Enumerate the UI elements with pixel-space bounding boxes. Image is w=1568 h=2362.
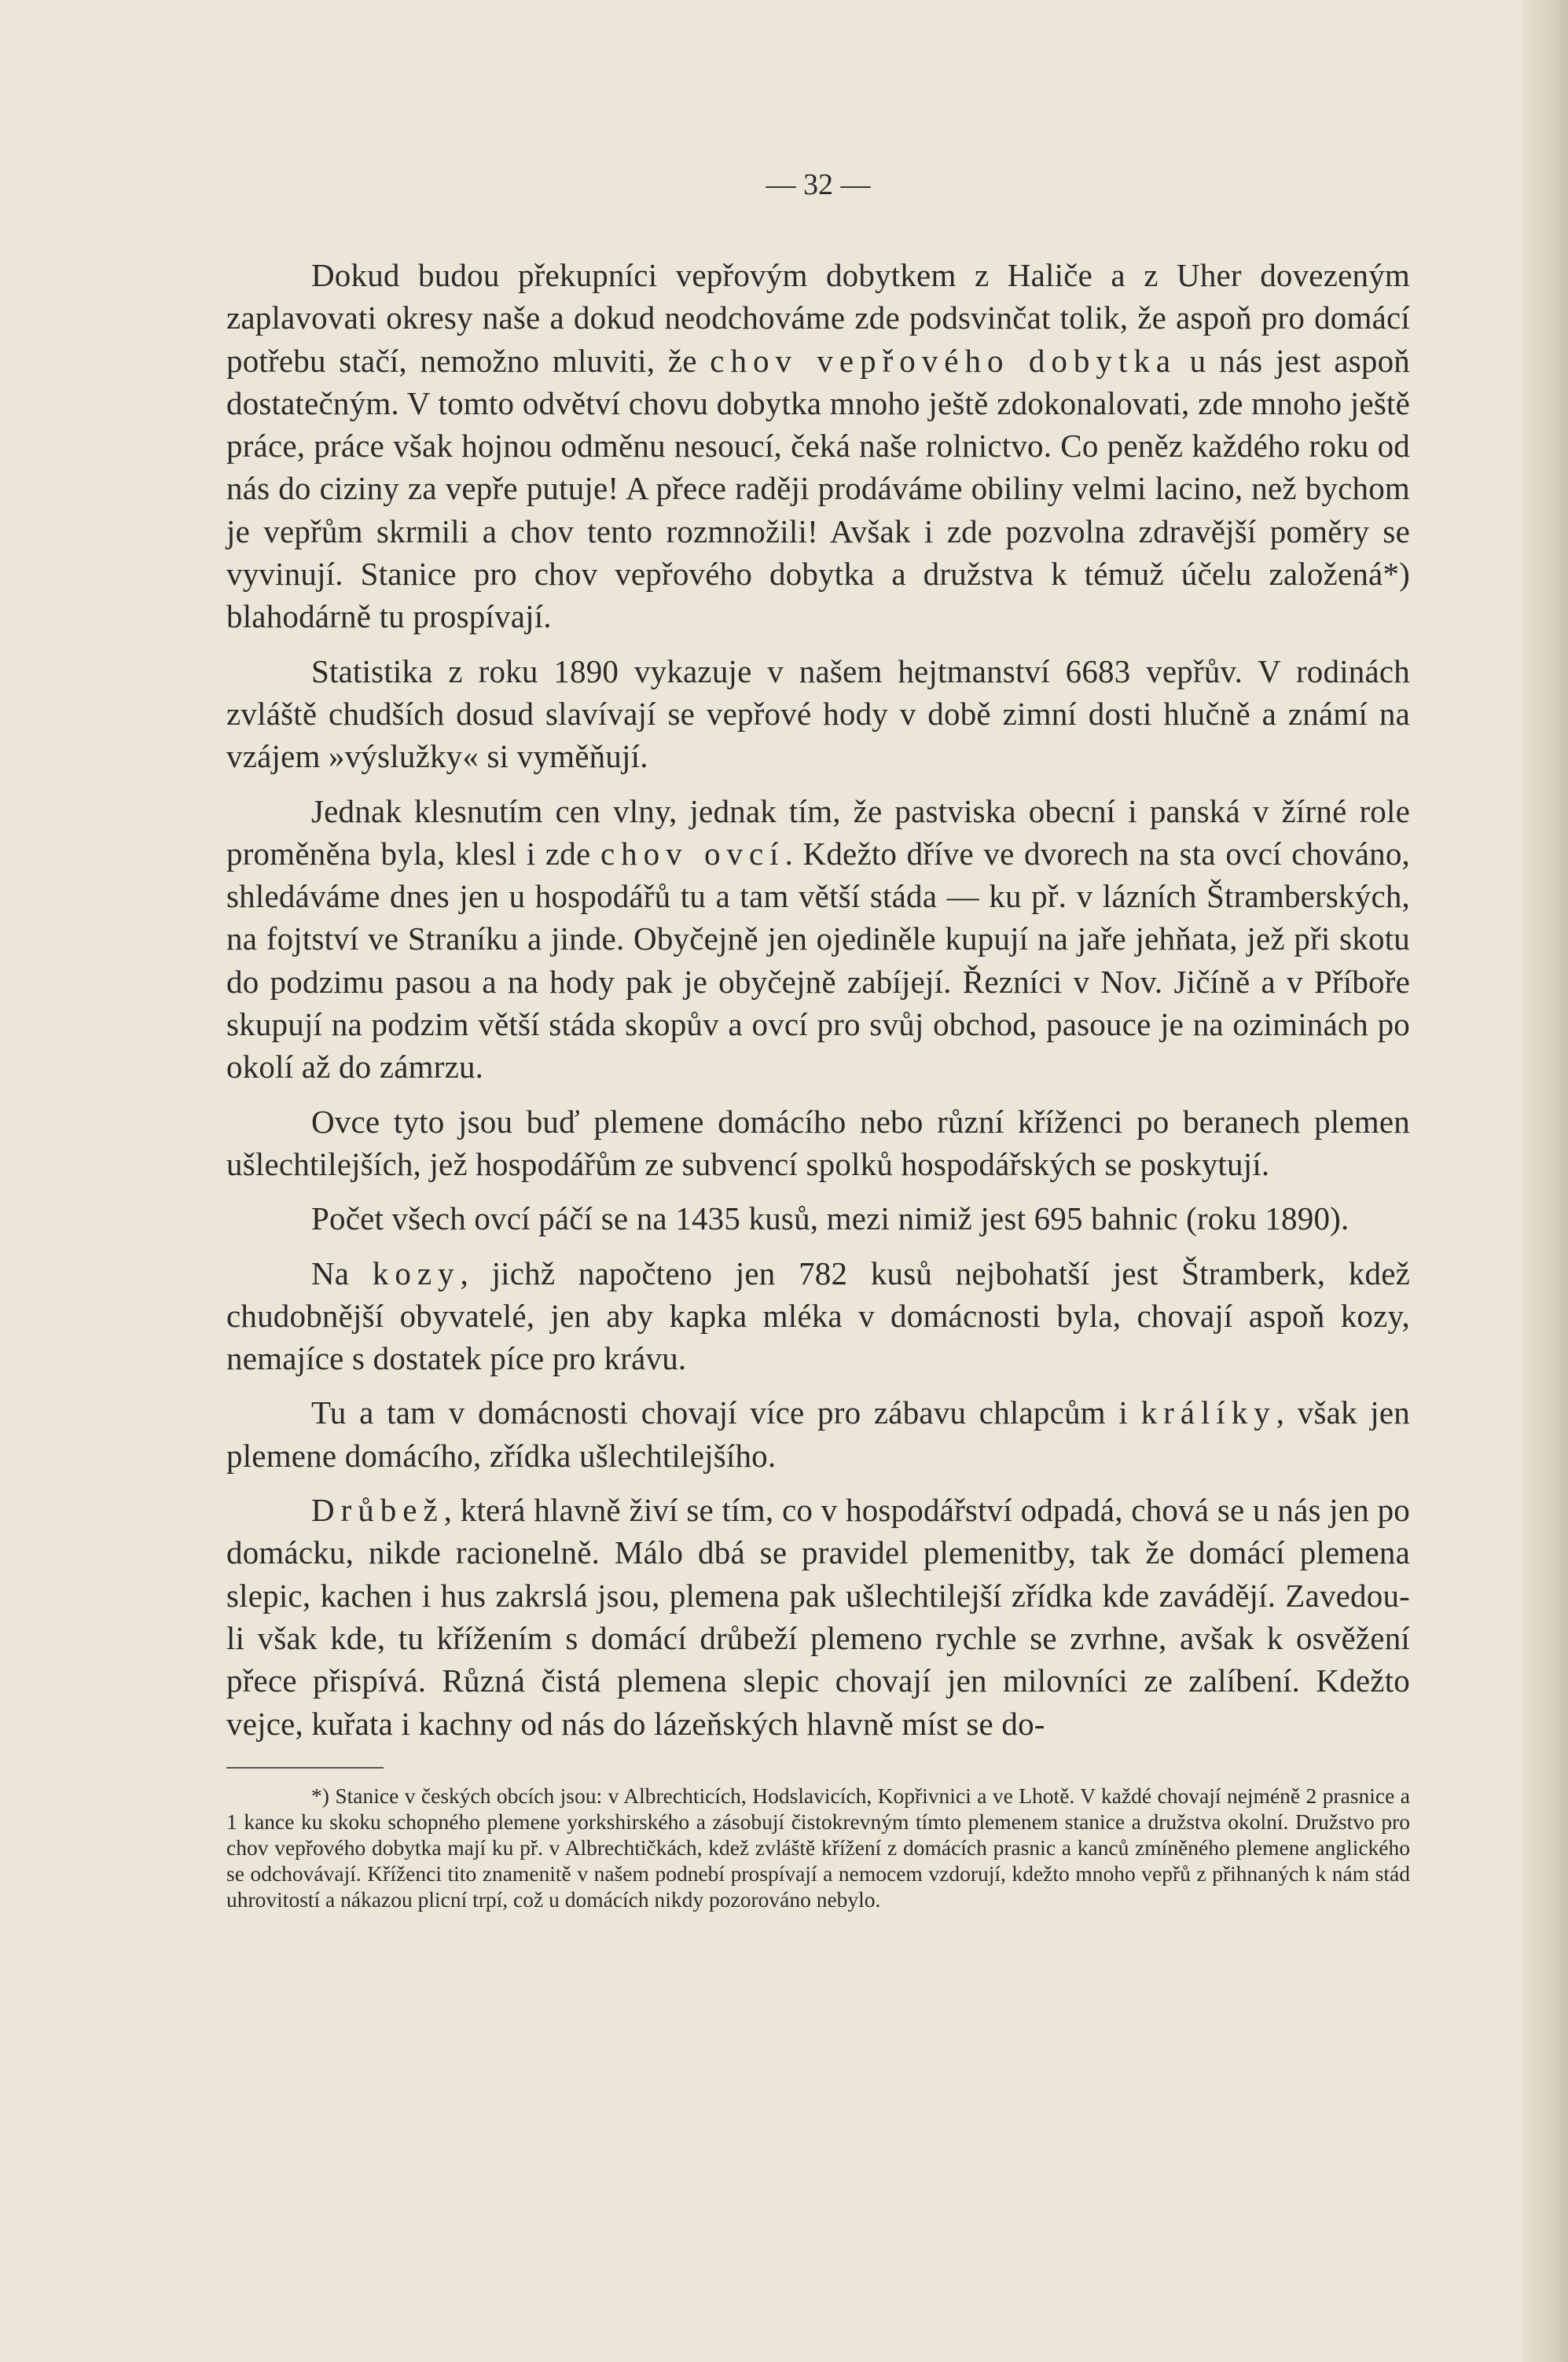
text-segment: Ovce tyto jsou buď plemene domácího nebo různí kříženci po beranech plemen ušlechtilejších, jež hospodářům ze subvencí spolků hospodářských se poskytují. [226, 1103, 1410, 1182]
text-segment: Na [311, 1254, 373, 1291]
text-segment: Statistika z roku 1890 vykazuje v našem hejtmanství 6683 vepřův. V rodinách zvláště chudších dosud slavívají se vepřové hody v době zimní dosti hlučně a známí na vzájem »výslužky« si vyměňují. [226, 652, 1410, 775]
spaced-emphasis: chov ovcí [600, 835, 785, 872]
text-segment: Dokud budou překupníci vepřovým dobytkem z Haliče a z Uher dovezeným zaplavovati okresy naše a dokud neodchováme zde podsvinčat tolik, že aspoň pro domácí potřebu stačí, nemožno mluviti, že [226, 257, 1410, 379]
page-number: — 32 — [766, 168, 871, 201]
text-segment: , však jen plemene domácího, zřídka ušlechtilejšího. [226, 1394, 1410, 1474]
paragraph-p8 [226, 1489, 1410, 1745]
text-segment: Jednak klesnutím cen vlny, jednak tím, že pastviska obecní i panská v žírné role proměněna byla, klesl i zde [226, 792, 1410, 872]
spaced-emphasis: Drůbež [311, 1492, 444, 1529]
page-edge-shadow [1522, 0, 1568, 2362]
paragraph-p3 [226, 790, 1410, 1089]
paragraph-p4 [226, 1100, 1410, 1186]
text-segment: , jichž napočteno jen 782 kusů nejbohatší jest Štramberk, kdež chudobnější obyvatelé, jen aby kapka mléka v domácnosti byla, chovají aspoň kozy, nemajíce s dostatek píce pro krávu. [226, 1254, 1410, 1377]
body-text [226, 254, 1410, 1745]
text-segment: Počet všech ovcí páčí se na 1435 kusů, mezi nimiž jest 695 bahnic (roku 1890). [311, 1200, 1350, 1237]
paragraph-p1 [226, 254, 1410, 638]
paragraph-p2 [226, 650, 1410, 778]
page-content [226, 161, 1410, 1912]
text-segment: Tu a tam v domácnosti chovají více pro zábavu chlapcům i [311, 1394, 1141, 1431]
paragraph-p6 [226, 1252, 1410, 1380]
text-segment: u nás jest aspoň dostatečným. V tomto odvětví chovu dobytka mnoho ještě zdokonalovati, zde mnoho ještě práce, práce však hojnou odměnu nesoucí, čeká naše rolnictvo. Co peněz každého roku od nás do ciziny za vepře putuje! A přece raději prodáváme obiliny velmi lacino, než bychom je vepřům skrmili a chov tento rozmnožili! Avšak i zde pozvolna zdravější poměry se vyvinují. Stanice pro chov vepřového dobytka a družstva k témuž účelu založená*) blahodárně tu prospívají. [226, 342, 1410, 635]
spaced-emphasis: kozy [372, 1254, 461, 1291]
text-segment: . Kdežto dříve ve dvorech na sta ovcí chováno, shledáváme dnes jen u hospodářů tu a tam větší stáda — ku př. v lázních Štramberských, na fojtství ve Straníku a jinde. Obyčejně jen ojediněle kupují na jaře jehňata, jež při skotu do podzimu pasou a na hody pak je obyčejně zabíjejí. Řezníci v Nov. Jičíně a v Příboře skupují na podzim větší stáda skopův a ovcí pro svůj obchod, pasouce je na oziminách po okolí až do zámrzu. [226, 835, 1410, 1085]
spaced-emphasis: králíky [1140, 1394, 1276, 1431]
text-segment: , která hlavně živí se tím, co v hospodářství odpadá, chová se u nás jen po domácku, nikde racionelně. Málo dbá se pravidel plemenitby, tak že domácí plemena slepic, kachen i hus zakrslá jsou, plemena pak ušlechtilejší zřídka kde zavádějí. Zavedou-li však kde, tu křížením s domácí drůbeží plemeno rychle se zvrhne, avšak k osvěžení přece přispívá. Různá čistá plemena slepic chovají jen milovníci ze zalíbení. Kdežto vejce, kuřata i kachny od nás do lázeňských hlavně míst se do- [226, 1492, 1410, 1742]
footnote: *) Stanice v českých obcích jsou: v Albrechticích, Hodslavicích, Kopřivnici a ve Lhotě. V každé chovají nejméně 2 prasnice a 1 kance ku skoku schopného plemene yorkshirského a zásobují čistokrevným tímto plemenem stanice a družstva okolní. Družstvo pro chov vepřového dobytka mají ku př. v Albrechtičkách, kdež zvláště křížení z domácích prasnic a kanců zmíněného plemene anglického se odchovávají. Kříženci tito znamenitě v našem podnebí prospívají a nemocem vzdorují, kdežto mnoho vepřů z přihnaných k nám stád uhrovitostí a nákazou plicní trpí, což u domácích nikdy pozorováno nebylo. [226, 1783, 1410, 1912]
footnote-divider [226, 1767, 384, 1769]
paragraph-p5 [226, 1197, 1410, 1240]
spaced-emphasis: chov vepřového dobytka [710, 342, 1177, 379]
paragraph-p7 [226, 1391, 1410, 1477]
